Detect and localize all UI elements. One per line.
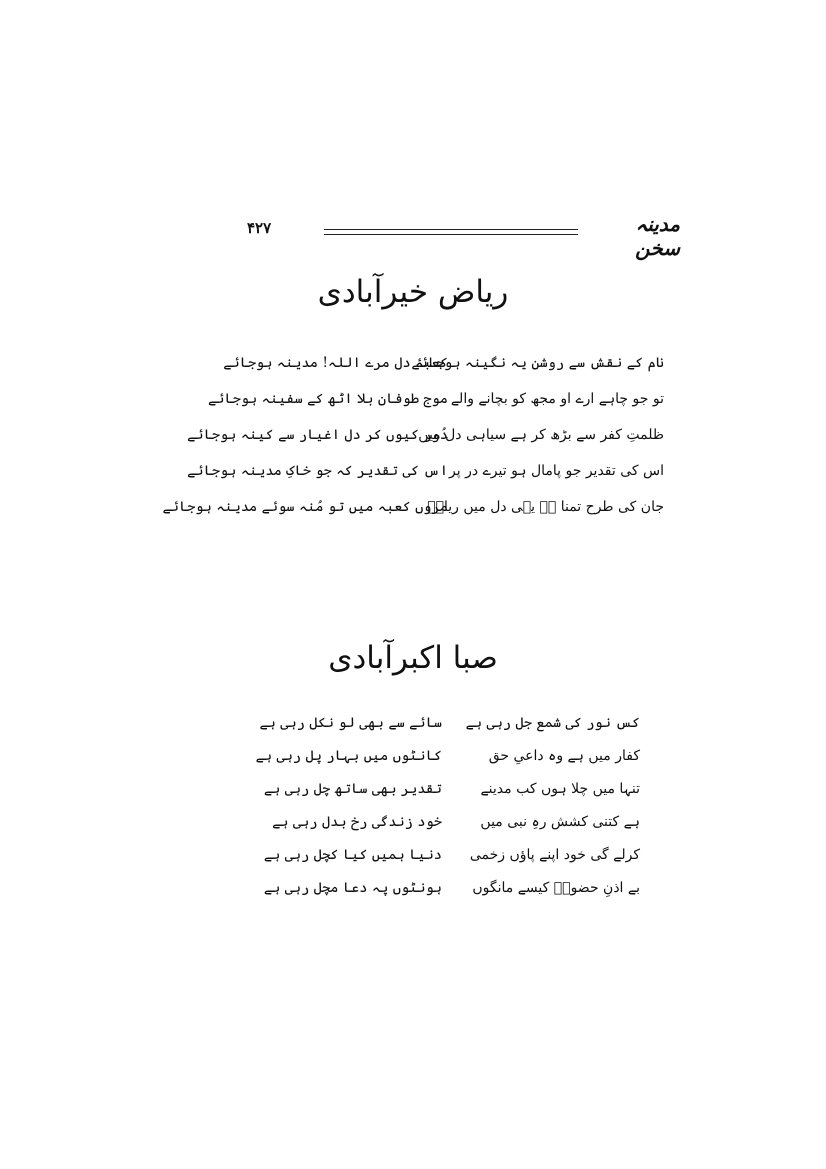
couplet [0,880,826,910]
second-hemistich: تقدیر بھی ساتھ چل رہی ہے [263,781,442,797]
second-hemistich: دنیا ہمیں کیا کچل رہی ہے [263,847,442,863]
first-hemistich: جان کی طرح تمنا ہے یہی دل میں ریاضؔ [427,499,664,515]
first-hemistich: ظلمتِ کفر سے بڑھ کر ہے سیاہی دل میں [418,427,664,443]
header-rule [324,229,578,236]
couplet [0,427,826,457]
second-hemistich: مروں کعبہ میں تو مُنہ سوئے مدینہ ہوجائے [162,499,448,515]
second-hemistich: اس کی تقدیر کہ جو خاکِ مدینہ ہوجائے [187,463,448,479]
couplet [0,499,826,529]
first-hemistich: نام کے نقش سے روشن یہ نگینہ ہوجائے [411,355,664,371]
second-hemistich: موج طوفان بلا اٹھ کے سفینہ ہوجائے [208,391,448,407]
second-hemistich: کانٹوں میں بہار پل رہی ہے [255,748,442,764]
first-hemistich: تو جو چاہے ارے او مجھ کو بچانے والے [450,391,664,407]
second-hemistich: خود زندگی رخ بدل رہی ہے [272,814,442,830]
couplet [0,463,826,493]
couplet [0,391,826,421]
second-hemistich: کعبۂ دل مرے اللہ! مدینہ ہوجائے [223,355,448,371]
couplet [0,748,826,778]
couplet [0,781,826,811]
couplet [0,715,826,745]
first-hemistich: ہے کتنی کشش رہِ نبی میں [480,814,640,830]
page-number: ۴۲۷ [247,219,272,237]
second-hemistich: دُور کیوں کر دل اغیار سے کینہ ہوجائے [187,427,448,443]
couplet [0,355,826,385]
first-hemistich: کفار میں ہے وہ داعیِ حق [488,748,640,764]
poet-heading: ریاض خیرآبادی [317,274,509,310]
first-hemistich: اس کی تقدیر جو پامال ہو تیرے در پر [449,463,664,479]
first-hemistich: کرلے گی خود اپنے پاؤں زخمی [469,847,640,863]
second-hemistich: ہونٹوں پہ دعا مچل رہی ہے [263,880,442,896]
couplet [0,814,826,844]
second-hemistich: سائے سے بھی لو نکل رہی ہے [259,715,442,731]
poet-heading: صبا اکبرآبادی [328,640,498,676]
first-hemistich: تنہا میں چلا ہوں کب مدینے [480,781,640,797]
first-hemistich: کس نور کی شمع جل رہی ہے [465,715,640,731]
first-hemistich: بے اذنِ حضورؐ کیسے مانگوں [472,880,640,896]
couplet [0,847,826,877]
running-head-book-title: مدینہ سخن [635,212,680,260]
